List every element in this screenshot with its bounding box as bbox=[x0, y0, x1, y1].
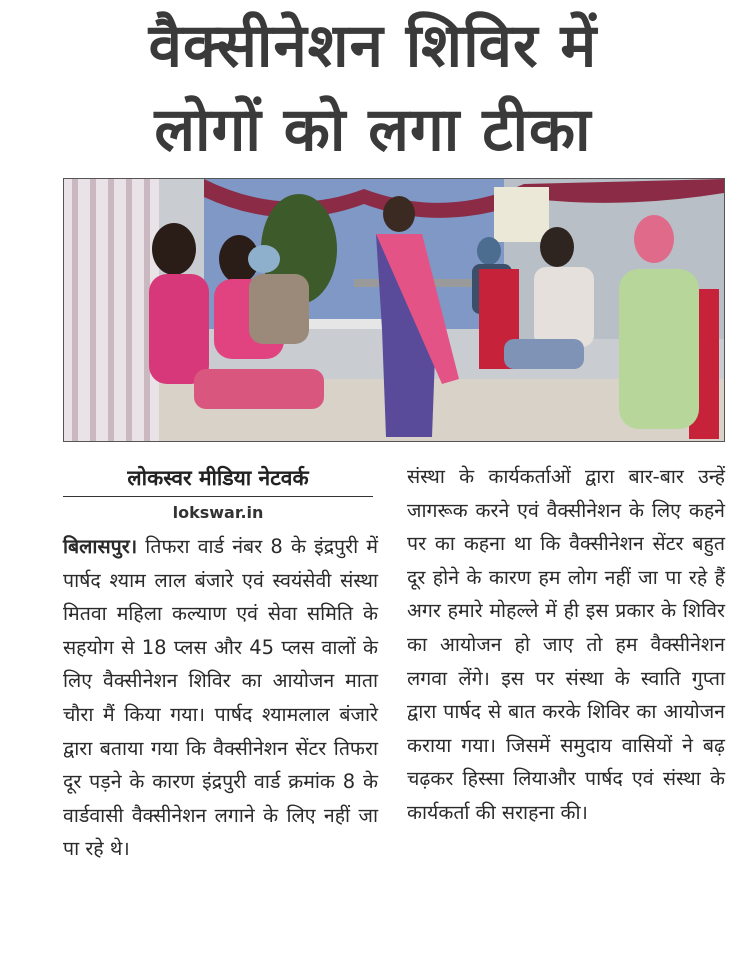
dateline: बिलासपुर। bbox=[63, 535, 138, 558]
byline-divider bbox=[63, 496, 373, 497]
headline-line-1: वैक्सीनेशन शिविर में bbox=[148, 11, 598, 81]
headline bbox=[0, 4, 746, 172]
article-column-left bbox=[63, 530, 378, 866]
article-body-left: तिफरा वार्ड नंबर 8 के इंद्रपुरी में पार्षद श्याम लाल बंजारे एवं स्वयंसेवी संस्था मितवा महिला कल्याण एवं सेवा समिति के सहयोग से 18 प्लस और 45 प्लस वालों के लिए वैक्सीनेशन शिविर का आयोजन माता चौरा मैं किया गया। पार्षद श्यामलाल बंजारे द्वारा बताया गया कि वैक्सीनेशन सेंटर तिफरा दूर पड़ने के कारण इंद्रपुरी वार्ड क्रमांक 8 के वार्डवासी वैक्सीनेशन लगाने के लिए नहीं जा पा रहे थे। bbox=[63, 535, 379, 861]
website-url: lokswar.in bbox=[172, 503, 264, 522]
vaccination-camp-photo bbox=[64, 179, 724, 441]
article-body-right: संस्था के कार्यकर्ताओं द्वारा बार-बार उन्हें जागरूक करने एवं वैक्सीनेशन के लिए कहने पर का कहना था कि वैक्सीनेशन सेंटर बहुत दूर होने के कारण हम लोग नहीं जा पा रहे हैं अगर हमारे मोहल्ले में ही इस प्रकार के शिविर का आयोजन हो जाए तो हम वैक्सीनेशन लगवा लेंगे। इस पर संस्था के स्वाति गुप्ता द्वारा पार्षद से बात करके शिविर का आयोजन कराया गया। जिसमें समुदाय वासियों ने बढ़ चढ़कर हिस्सा लियाऔर पार्षद एवं संस्था के कार्यकर्ता की सराहना की। bbox=[407, 465, 725, 824]
byline: लोकस्वर मीडिया नेटवर्क bbox=[127, 466, 309, 490]
news-photo bbox=[63, 178, 725, 442]
article-column-right bbox=[407, 460, 725, 830]
headline-line-2: लोगों को लगा टीका bbox=[154, 95, 592, 165]
